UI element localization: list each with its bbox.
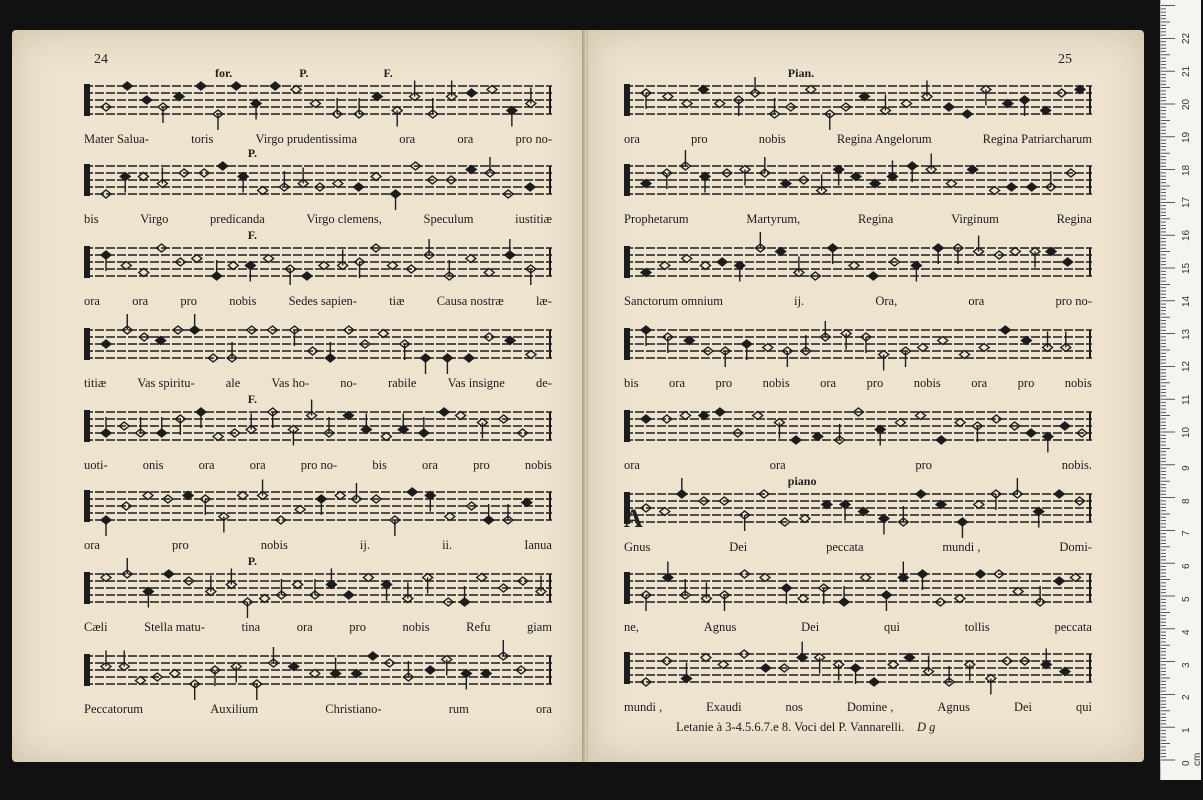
lyric-word: qui (1075, 700, 1092, 714)
left-page (12, 30, 584, 762)
note-head (1054, 490, 1064, 498)
ruler-label: 3 (1181, 662, 1192, 668)
note-head (791, 436, 801, 444)
lyric-word: pro no- (300, 458, 338, 472)
ruler-label: 9 (1181, 465, 1192, 471)
lyric-word: ora (669, 376, 686, 390)
note-head (302, 272, 312, 280)
lyric-word: Vas spiritu- (137, 376, 195, 390)
lyric-word: Virgo prudentissima (255, 132, 357, 146)
music-system (624, 568, 1092, 634)
ruler-label: 11 (1181, 394, 1192, 406)
lyric-line (84, 620, 552, 635)
lyric-word: Sedes sapien- (288, 294, 357, 308)
lyric-word: Ianua (524, 538, 552, 552)
music-system (84, 66, 552, 146)
note-head (122, 82, 132, 90)
clef-mark (84, 410, 90, 442)
lyric-word: ora (84, 294, 100, 308)
note-head (354, 183, 364, 191)
lyric-word: peccata (1054, 620, 1092, 634)
ruler-label: 21 (1181, 66, 1192, 78)
note-head (164, 570, 174, 578)
ruler-label: 14 (1181, 295, 1192, 307)
lyric-word: Dei (1013, 700, 1033, 714)
note-head (761, 664, 771, 672)
music-system (84, 324, 552, 390)
lyric-word: Agnus (703, 620, 737, 634)
music-system (84, 650, 552, 716)
clef-mark (624, 328, 630, 360)
lyric-word: Martyrum, (746, 212, 801, 226)
lyric-word: pro (715, 376, 733, 390)
lyric-word: Peccatorum (84, 702, 144, 716)
ruler-label: 19 (1181, 131, 1192, 143)
clef-mark (84, 490, 90, 522)
clef-mark (624, 652, 630, 684)
lyric-word: pro no- (1055, 294, 1092, 308)
lyric-word: ora (457, 132, 474, 146)
dynamic-mark: F. (247, 392, 258, 406)
colophon (676, 720, 935, 735)
lyric-line (624, 132, 1092, 147)
lyric-word: titiæ (84, 376, 107, 390)
music-system (84, 228, 552, 308)
note-head (344, 591, 354, 599)
lyric-word: ora (820, 376, 837, 390)
note-head (464, 354, 474, 362)
lyric-word: nobis (260, 538, 288, 552)
lyric-word: Christiano- (325, 702, 382, 716)
lyric-word: Virgo (140, 212, 169, 226)
ruler-label: 7 (1181, 530, 1192, 537)
clef-mark (624, 246, 630, 278)
lyric-word: Refu (466, 620, 491, 634)
lyric-word: Virginum (951, 212, 999, 226)
lyric-word: giam (527, 620, 552, 634)
clef-mark (624, 572, 630, 604)
staff (84, 406, 552, 446)
dynamic-mark: piano (787, 474, 817, 488)
note-head (1006, 183, 1016, 191)
music-system (624, 474, 1092, 554)
note-head (641, 415, 651, 423)
music-system (84, 146, 552, 226)
staff (84, 324, 552, 364)
lyric-line (624, 294, 1092, 309)
lyric-word: ora (536, 702, 552, 716)
staff (84, 568, 552, 608)
lyric-word: nobis (762, 376, 790, 390)
lyric-word: ora (198, 458, 215, 472)
lyric-word: Vas insigne (447, 376, 505, 390)
note-head (270, 82, 280, 90)
lyric-word: mundi , (942, 540, 981, 554)
lyric-word: Sanctorum omnium (624, 294, 723, 308)
lyric-line (624, 620, 1092, 635)
staff (624, 406, 1092, 446)
lyric-word: Ora, (875, 294, 898, 308)
ruler-label: 4 (1181, 629, 1192, 635)
lyric-line (84, 702, 552, 717)
ruler-label: 17 (1181, 197, 1192, 209)
signature-mark: D g (916, 720, 936, 734)
lyric-word: Virgo clemens, (306, 212, 382, 226)
staff (84, 160, 552, 200)
staff (624, 242, 1092, 282)
music-system (624, 66, 1092, 146)
lyric-line (624, 376, 1092, 391)
ruler-label: 5 (1181, 596, 1192, 602)
lyric-word: pro (180, 294, 198, 308)
lyric-word: ale (225, 376, 241, 390)
lyric-line (84, 376, 552, 391)
lyric-word: mundi , (624, 700, 663, 714)
lyric-word: tiæ (389, 294, 405, 308)
lyric-word: Auxilium (210, 702, 259, 716)
lyric-word: Regina (857, 212, 894, 226)
note-head (466, 89, 476, 97)
lyric-word: ij. (794, 294, 805, 308)
lyric-word: nobis (524, 458, 552, 472)
lyric-word: toris (191, 132, 214, 146)
lyric-word: Causa nostræ (436, 294, 504, 308)
note-head (142, 96, 152, 104)
dynamic-mark: for. (215, 66, 233, 80)
ruler-label: 16 (1181, 230, 1192, 242)
ruler-label: 10 (1181, 426, 1192, 438)
lyric-word: pro (172, 538, 189, 552)
lyric-word: no- (340, 376, 357, 390)
lyric-word: ora (84, 538, 100, 552)
lyric-word: predicanda (210, 212, 265, 226)
staff (624, 648, 1092, 688)
note-head (916, 490, 926, 498)
staff (624, 324, 1092, 364)
lyric-line (84, 132, 552, 147)
lyric-word: ora (132, 294, 149, 308)
lyric-word: ora (769, 458, 786, 472)
lyric-word: pro (691, 132, 708, 146)
lyric-word: nos (785, 700, 803, 714)
music-system (84, 554, 552, 634)
lyric-word: ora (971, 376, 988, 390)
lyric-word: ora (624, 132, 640, 146)
note-head (962, 110, 972, 118)
lyric-word: bis (84, 212, 99, 226)
note-head (525, 183, 535, 191)
lyric-word: bis (372, 458, 387, 472)
page-number: 24 (94, 52, 108, 67)
lyric-word: Agnus (937, 700, 970, 714)
lyric-word: ora (249, 458, 266, 472)
lyric-word: nobis (229, 294, 257, 308)
music-system (624, 160, 1092, 226)
note-head (717, 258, 727, 266)
note-head (869, 678, 879, 686)
lyric-word: Speculum (423, 212, 474, 226)
lyric-word: ora (968, 294, 985, 308)
ruler-label: 12 (1181, 361, 1192, 373)
note-head (936, 436, 946, 444)
lyric-line (624, 540, 1092, 555)
staff (84, 80, 552, 120)
clef-mark (624, 84, 630, 116)
lyric-word: qui (883, 620, 900, 634)
note-head (425, 666, 435, 674)
note-head (218, 162, 228, 170)
lyric-line (84, 538, 552, 553)
initial-letter: A (624, 504, 643, 533)
lyric-word: ii. (442, 538, 453, 552)
lyric-word: ora (422, 458, 438, 472)
clef-mark (84, 84, 90, 116)
note-head (715, 408, 725, 416)
lyric-word: læ- (535, 294, 552, 308)
lyric-word: rum (448, 702, 469, 716)
lyric-word: Exaudi (706, 700, 742, 714)
staff (84, 650, 552, 690)
dynamic-mark: F. (247, 228, 258, 242)
lyric-word: tina (241, 620, 261, 634)
ruler-label: 15 (1181, 262, 1192, 274)
ruler-label: 13 (1181, 328, 1192, 340)
dynamic-mark: Pian. (787, 66, 815, 80)
dynamic-mark: P. (247, 554, 258, 568)
lyric-word: ora (399, 132, 416, 146)
lyric-line (624, 700, 1092, 715)
lyric-word: nobis (758, 132, 786, 146)
clef-mark (84, 246, 90, 278)
lyric-word: nobis (1064, 376, 1092, 390)
lyric-line (84, 212, 552, 227)
staff (84, 486, 552, 526)
measurement-ruler (1160, 0, 1201, 780)
note-head (368, 652, 378, 660)
staff (624, 80, 1092, 120)
lyric-word: Mater Salua- (84, 132, 149, 146)
lyric-word: peccata (826, 540, 864, 554)
dynamic-mark: P. (299, 66, 309, 80)
lyric-word: pro (473, 458, 490, 472)
clef-mark (84, 572, 90, 604)
lyric-word: nobis (402, 620, 430, 634)
lyric-word: Prophetarum (624, 212, 689, 226)
dynamic-mark: F. (383, 66, 393, 80)
note-head (1026, 429, 1036, 437)
lyric-word: Vas ho- (271, 376, 310, 390)
ruler-label: 2 (1181, 694, 1192, 701)
note-head (196, 82, 206, 90)
lyric-word: onis (142, 458, 164, 472)
clef-mark (84, 164, 90, 196)
note-head (1027, 183, 1037, 191)
lyric-word: de- (535, 376, 552, 390)
lyric-word: pro (1017, 376, 1035, 390)
music-system (84, 392, 552, 472)
lyric-word: ne, (624, 620, 639, 634)
lyric-word: ora (624, 458, 640, 472)
ruler-label: 22 (1181, 33, 1192, 45)
staff (624, 160, 1092, 200)
lyric-word: Domi- (1059, 540, 1092, 554)
note-head (1054, 577, 1064, 585)
right-page (588, 30, 1144, 762)
note-head (407, 488, 417, 496)
staff (84, 242, 552, 282)
dynamic-mark: P. (247, 146, 258, 160)
lyric-word: nobis (913, 376, 941, 390)
staff (624, 488, 1092, 528)
note-head (1060, 422, 1070, 430)
lyric-word: tollis (964, 620, 990, 634)
lyric-word: iustitiæ (515, 212, 552, 226)
note-head (868, 272, 878, 280)
lyric-word: ora (296, 620, 313, 634)
ruler-label: 20 (1181, 98, 1192, 110)
lyric-word: pro (349, 620, 366, 634)
lyric-word: pro no- (515, 132, 552, 146)
ruler-label: 6 (1181, 563, 1192, 570)
note-head (975, 570, 985, 578)
lyric-word: rabile (388, 376, 417, 390)
lyric-word: Dei (801, 620, 820, 634)
lyric-word: pro (866, 376, 884, 390)
note-head (231, 82, 241, 90)
ruler-label: 18 (1181, 164, 1192, 176)
music-system (624, 242, 1092, 308)
music-system (624, 406, 1092, 472)
ruler-label: 1 (1181, 727, 1192, 734)
note-head (101, 340, 111, 348)
lyric-word: Domine , (846, 700, 894, 714)
lyric-word: ij. (359, 538, 370, 552)
lyric-word: Regina (1056, 212, 1092, 226)
lyric-line (624, 212, 1092, 227)
clef-mark (624, 410, 630, 442)
note-head (439, 408, 449, 416)
music-system (84, 486, 552, 552)
lyric-line (84, 458, 552, 473)
ruler-label: 8 (1181, 498, 1192, 504)
lyric-word: Regina Angelorum (836, 132, 932, 146)
note-head (1000, 326, 1010, 334)
clef-mark (624, 164, 630, 196)
clef-mark (84, 328, 90, 360)
ruler-label: 0 cm (1181, 752, 1203, 766)
lyric-word: Gnus (624, 540, 651, 554)
music-system (624, 324, 1092, 390)
note-head (944, 103, 954, 111)
note-head (1063, 258, 1073, 266)
lyric-word: Regina Patriarcharum (982, 132, 1092, 146)
lyric-line (84, 294, 552, 309)
lyric-line (624, 458, 1092, 473)
lyric-word: Stella matu- (144, 620, 205, 634)
page-number: 25 (1058, 52, 1072, 67)
colophon-text: Letanie à 3-4.5.6.7.e 8. Voci del P. Vannarelli. (676, 720, 905, 734)
lyric-word: Dei (729, 540, 748, 554)
lyric-word: nobis. (1061, 458, 1092, 472)
lyric-word: Cæli (84, 620, 108, 634)
lyric-word: bis (624, 376, 639, 390)
music-system (624, 648, 1092, 714)
lyric-word: pro (915, 458, 933, 472)
lyric-word: uoti- (84, 458, 108, 472)
clef-mark (84, 654, 90, 686)
staff (624, 568, 1092, 608)
